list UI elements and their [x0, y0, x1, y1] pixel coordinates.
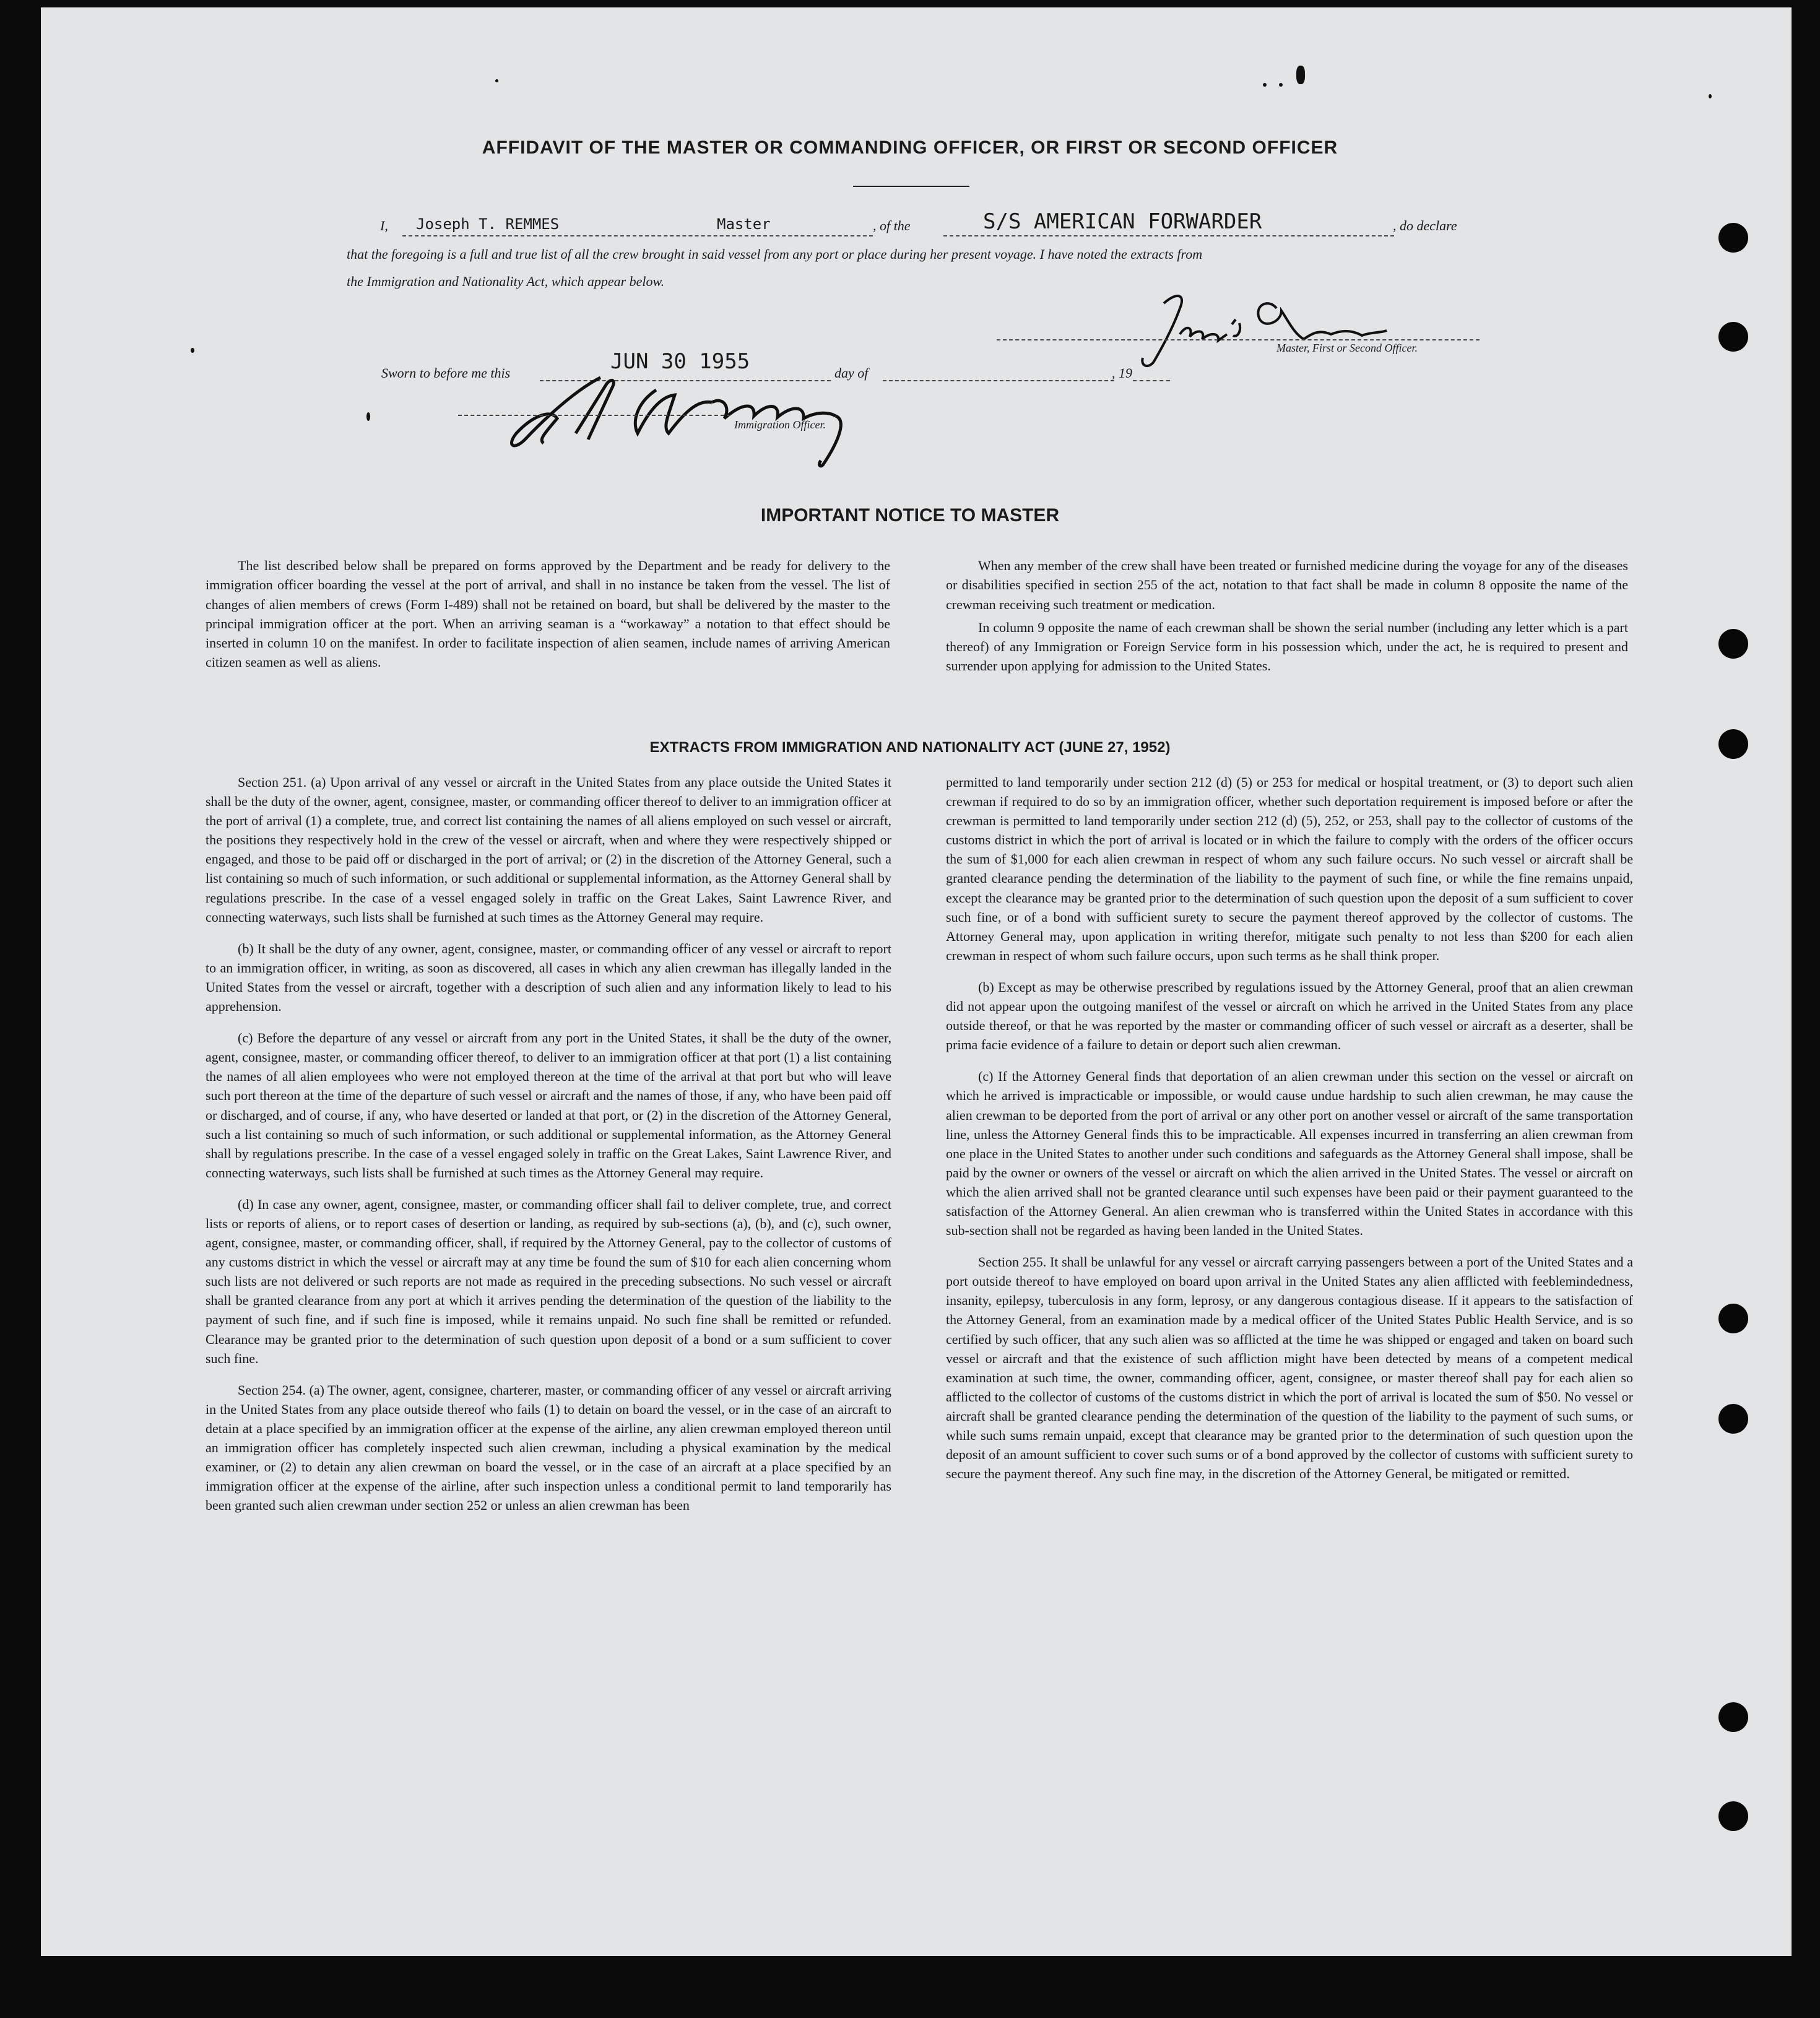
punch-hole-icon — [1718, 1702, 1748, 1732]
extracts-heading: EXTRACTS FROM IMMIGRATION AND NATIONALITY ACT (JUNE 27, 1952) — [649, 739, 1171, 756]
master-signature-label: Master, First or Second Officer. — [1276, 342, 1418, 354]
affidavit-title: AFFIDAVIT OF THE MASTER OR COMMANDING OFFICER, OR FIRST OR SECOND OFFICER — [482, 137, 1338, 158]
scan-speck — [191, 348, 194, 353]
sworn-prefix: Sworn to before me this — [381, 365, 511, 381]
section-254b: (b) Except as may be otherwise prescribed by regulations issued by the Attorney General, proof that an alien crewman did not appear upon the outgoing manifest of the vessel or aircraft on which he arrived in the United States from any place outside thereof, or that he was reported by the master or commanding officer of such vessel or aircraft as a deserter, shall be prima facie evidence of a failure to detain or deport such alien crewman. — [946, 979, 1633, 1053]
punch-hole-icon — [1718, 1404, 1748, 1434]
scan-speck — [1263, 83, 1267, 87]
scan-speck — [495, 79, 498, 82]
section-251d: (d) In case any owner, agent, consignee, master, or commanding officer shall fail to deliver complete, true, and correct lists or reports of aliens, or to report cases of desertion or landing, as required by sub-sections (a), (b), and (c), such owner, agent, consignee, master, or commanding officer, shall, if required by the Attorney General, pay to the collector of customs of any customs district in which the vessel or aircraft may at any time be found the sum of $10 for each alien concerning whom such lists are not delivered or such reports are not made as required in the preceding subsections. No such vessel or aircraft shall be granted clearance from any port at which it arrives pending the determination of the question of the liability to the payment of such fine, and if such fine is imposed, while it remains unpaid. No such fine shall be remitted or refunded. Clearance may be granted prior to the determination of such question upon deposit of a bond or a sum sufficient to cover such fine. — [206, 1196, 891, 1366]
notice-right-paragraph-1: When any member of the crew shall have been treated or furnished medicine during the voyage for any of the diseases or disabilities specified in section 255 of the act, notation to that fact shall be made in column 8 opposite the name of the crewman receiving such treatment or medication. — [946, 558, 1628, 612]
section-255: Section 255. It shall be unlawful for any vessel or aircraft carrying passengers between a port of the United States and a port outside thereof to have employed on board upon arrival in the United States any alien afflicted with feeblemindedness, insanity, epilepsy, tuberculosis in any form, leprosy, or any dangerous contagious disease. If it appears to the satisfaction of the Attorney General, from an examination made by a medical officer of the United States Public Health Service, and is so certified by such officer, that any such alien was so afflicted at the time he was shipped or engaged and taken on board such vessel or aircraft and that the existence of such affliction might have been detected by means of a competent medical examination at such time, the owner, commanding officer, agent, consignee, or master thereof shall pay for each alien so afflicted to the collector of customs of the customs district in which the port of arrival is located the sum of $50. No vessel or aircraft shall be granted clearance pending the determination of the question of the liability to the payment of such sums, or while such sums remain unpaid, except that clearance may be granted prior to the determination of such question upon the deposit of an amount sufficient to cover such sums or of a bond approved by the collector of customs with sufficient surety to secure the payment thereof. Any such fine may, in the discretion of the Attorney General, be mitigated or remitted. — [946, 1254, 1633, 1482]
declarant-name: Joseph T. REMMES — [416, 215, 560, 233]
title-rule — [853, 186, 969, 187]
sworn-date-stamp: JUN 30 1955 — [610, 349, 750, 374]
section-251c: (c) Before the departure of any vessel or aircraft from any port in the United States, it shall be the duty of the owner, agent, consignee, master, or commanding officer thereof, to deliver to an immigration officer at that port (1) a list containing the names of all alien employees who were not employed thereon at the time of the arrival at that port but who will leave such port thereon at the time of the departure of such vessel or aircraft and the names of those, if any, who have been paid off or discharged, and of course, if any, who have deserted or landed at that port, or (2) in the discretion of the Attorney General, such a list containing so much of such information, or such additional or supplemental information, as the Attorney General shall by regulations prescribe. In the case of a vessel engaged solely in traffic on the Great Lakes, Saint Lawrence River, and connecting waterways, such lists shall be furnished at such times as the Attorney General may require. — [206, 1030, 891, 1180]
sworn-year-underline — [1133, 380, 1170, 381]
scan-speck — [1296, 66, 1305, 84]
punch-hole-icon — [1718, 322, 1748, 352]
declarant-rank: Master — [717, 215, 771, 233]
section-254a: Section 254. (a) The owner, agent, consignee, charterer, master, or commanding officer of any vessel or aircraft arriving in the United States from any place outside thereof who fails (1) to detain on board the vessel, or in the case of an aircraft to detain at a place specified by an immigration officer at the expense of the airline, any alien crewman employed thereon until an immigration officer has completely inspected such alien crewman, including a physical examination by the medical examiner, or (2) to detain any alien crewman on board the vessel, or in the case of an aircraft at a place specified by an immigration officer at the expense of the airline, after such inspection unless a conditional permit to land temporarily has been granted such alien crewman under section 252 or unless an alien crewman has been — [206, 1382, 891, 1514]
section-254a-continued: permitted to land temporarily under section 212 (d) (5) or 253 for medical or hospital treatment, or (3) to deport such alien crewman if required to do so by an immigration officer, whether such deportation requirement is imposed before or after the crewman is permitted to land temporarily under section 212 (d) (5), 252, or 253, shall pay to the collector of customs of the customs district in which the port of arrival is located or in which the failure to comply with the orders of the officer occurs the sum of $1,000 for each alien crewman in respect of whom any such failure occurs. No such vessel or aircraft shall be granted clearance pending the determination of the liability to the payment of such fine, or while the fine remains unpaid, except the clearance may be granted prior to the determination of such question upon the deposit of a sum sufficient to cover such fine, or of a bond with sufficient surety to secure the payment thereof approved by the collector of customs. The Attorney General may, upon application in writing therefor, mitigate such penalty to not less than $200 for each alien crewman in respect of whom such failure occurs, upon such terms as he shall think proper. — [946, 774, 1633, 963]
section-251a: Section 251. (a) Upon arrival of any vessel or aircraft in the United States from any place outside the United States it shall be the duty of the owner, agent, consignee, master, or commanding officer thereof to deliver to an immigration officer at the port of arrival (1) a complete, true, and correct list containing the names of all aliens employed on such vessel or aircraft, the positions they respectively hold in the crew of the vessel or aircraft, when and where they were respectively shipped or engaged, and those to be paid off or discharged in the port of arrival; or (2) in the discretion of the Attorney General, such a list containing so much of such information, or such additional or supplemental information, as the Attorney General shall by regulations prescribe. In the case of a vessel engaged solely in traffic on the Great Lakes, Saint Lawrence River, and connecting waterways, such lists shall be furnished at such times as the Attorney General may require. — [206, 774, 891, 925]
section-251b: (b) It shall be the duty of any owner, agent, consignee, master, or commanding officer of any vessel or aircraft to report to an immigration officer, in writing, as soon as discovered, all cases in which any alien crewman has illegally landed in the United States from the vessel or aircraft, together with a description of such alien and any information likely to lead to his apprehension. — [206, 940, 891, 1015]
declaration-line-2: that the foregoing is a full and true list of all the crew brought in said vessel from any port or place during her present voyage. I have noted the extracts from — [347, 246, 1203, 262]
declaration-prefix: I, — [380, 218, 388, 233]
extracts-left-column — [206, 773, 891, 1527]
notice-right-paragraph-2: In column 9 opposite the name of each crewman shall be shown the serial number (including any letter which is a part thereof) of any Immigration or Foreign Service form in his possession which, under the act, he is required to present and surrender upon applying for admission to the United States. — [946, 619, 1628, 674]
scan-speck — [1279, 83, 1283, 87]
extracts-right-column — [946, 773, 1633, 1496]
officer-signature-line — [458, 415, 730, 416]
vessel-field-underline — [943, 235, 1394, 236]
master-signature-line — [997, 339, 1480, 340]
scan-speck — [366, 412, 370, 421]
notice-left-column — [206, 556, 890, 681]
declaration-line-3: the Immigration and Nationality Act, which appear below. — [347, 274, 665, 289]
notice-heading: IMPORTANT NOTICE TO MASTER — [760, 505, 1060, 526]
of-the-text: , of the — [873, 218, 911, 233]
notice-right-column — [946, 556, 1628, 685]
section-254c: (c) If the Attorney General finds that deportation of an alien crewman under this section on the vessel or aircraft on which he arrived is impracticable or impossible, or would cause undue hardship to such alien crewman, he may cause the alien crewman to be deported from the port of arrival or any other port on another vessel or aircraft of the same transportation line, unless the Attorney General finds this to be impracticable. All expenses incurred in transferring an alien crewman from one place in the United States to another under such conditions and safeguards as the Attorney General shall impose, shall be paid by the owner or owners of the vessel or aircraft on which the alien arrived in the United States. The vessel or aircraft on which the alien arrived shall not be granted clearance until such expenses have been paid or their payment guaranteed to the satisfaction of the Attorney General. An alien crewman who is transferred within the United States in accordance with this sub-section shall not be regarded as having been landed in the United States. — [946, 1068, 1633, 1239]
punch-hole-icon — [1718, 1801, 1748, 1831]
punch-hole-icon — [1718, 223, 1748, 253]
punch-hole-icon — [1718, 1304, 1748, 1333]
punch-hole-icon — [1718, 629, 1748, 659]
name-field-underline — [402, 235, 873, 236]
do-declare-text: , do declare — [1393, 218, 1457, 233]
vessel-name: S/S AMERICAN FORWARDER — [983, 209, 1262, 234]
year-prefix-text: , 19 — [1112, 365, 1132, 381]
master-signature — [1127, 286, 1424, 373]
day-of-text: day of — [834, 365, 869, 381]
notice-left-paragraph: The list described below shall be prepared on forms approved by the Department and be ready for delivery to the immigration officer boarding the vessel at the port of arrival, and shall in no instance be taken from the vessel. The list of changes of alien members of crews (Form I-489) shall not be retained on board, but shall be delivered by the master to the principal immigration officer at the port. When an arriving seaman is a “workaway” a notation to that effect should be inserted in column 10 on the manifest. In order to facilitate inspection of alien seamen, include names of arriving American citizen seamen as well as aliens. — [206, 558, 890, 670]
officer-signature-label: Immigration Officer. — [734, 418, 826, 431]
scan-speck — [1709, 94, 1712, 98]
